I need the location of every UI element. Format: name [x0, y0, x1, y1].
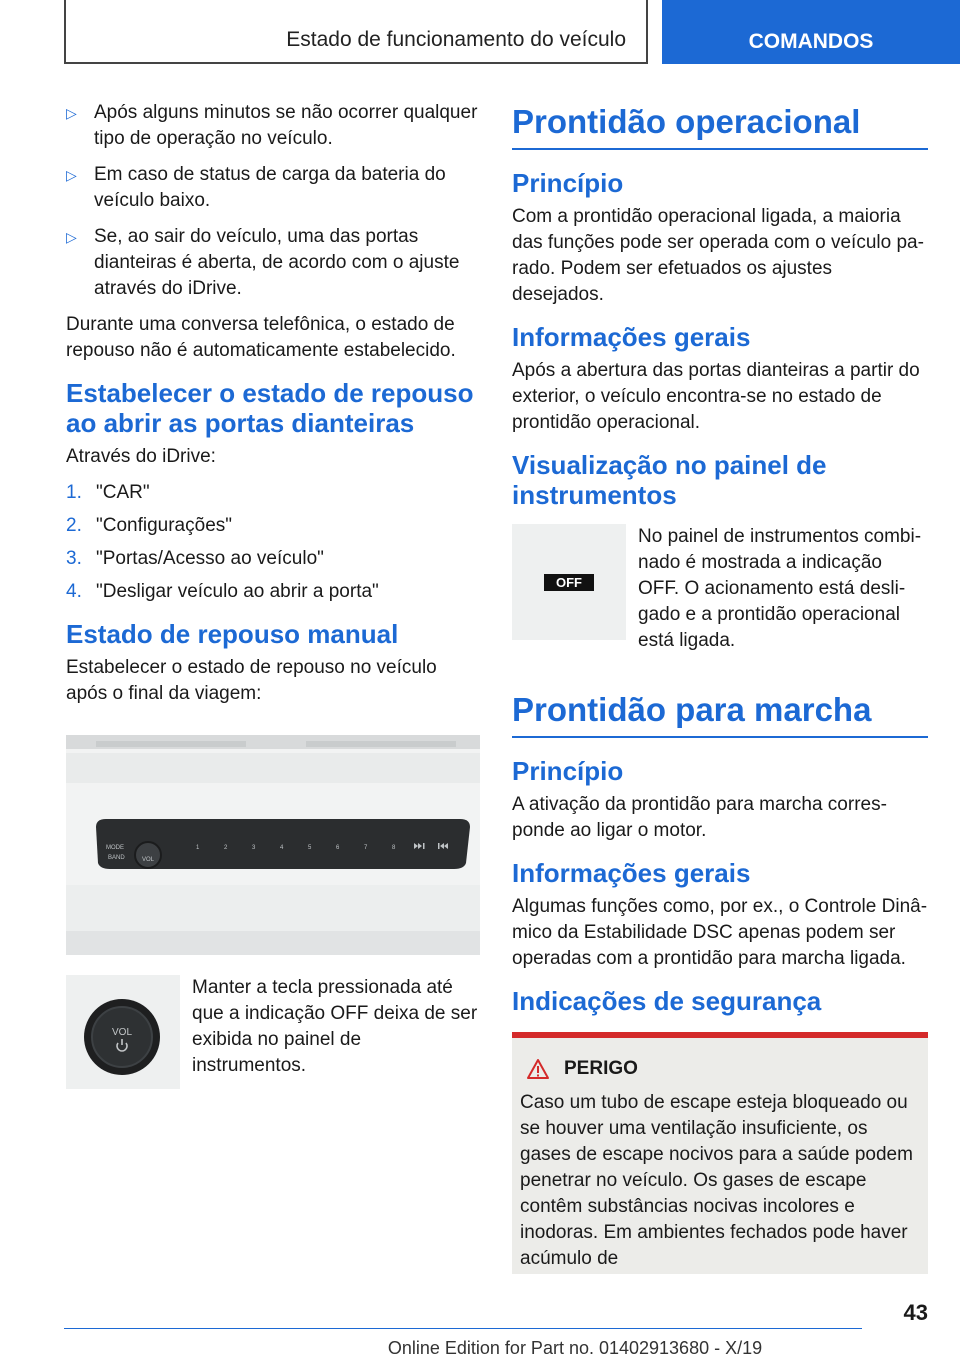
heading-general-info: Informações gerais: [512, 322, 751, 352]
manual-rest-text: Estabelecer o estado de repouso no veículo após o final da viagem:: [66, 657, 437, 704]
heading-instrument-display: Visualização no painel de instrumentos: [512, 450, 827, 510]
footer-edition: Online Edition for Part no. 01402913680 - X/19: [387, 1338, 763, 1358]
principle-text: Com a prontidão operacional ligada, a maioria das funções pode ser operada com o veículo parado. Podem ser efetuados os ajustes desejados.: [512, 206, 924, 305]
band-label: BAND: [108, 855, 125, 861]
list-item: ▷ Se, ao sair do veículo, uma das portas dianteiras é aberta, de acordo com o ajuste através do iDrive.: [66, 226, 460, 299]
audio-panel-image: [66, 735, 480, 955]
preset-4: 4: [280, 845, 284, 851]
list-item: 3. "Portas/Acesso ao veículo": [66, 548, 324, 569]
page-number: 43: [903, 1300, 928, 1325]
list-item: ▷ Em caso de status de carga da bateria do veículo baixo.: [66, 164, 446, 211]
danger-text: Caso um tubo de escape esteja bloqueado ou se houver uma ventilação insuficiente, os gases de escape nocivos para a saúde podem penetrar no veículo. Os gases de escape contêm substâncias nocivas incolores e inodoras. Em ambientes fechados pode haver acúmulo de: [520, 1092, 913, 1269]
vol-knob-illustration: [66, 975, 180, 1089]
danger-box: [512, 1032, 928, 1274]
list-item: 4. "Desligar veículo ao abrir a porta": [66, 581, 379, 602]
preset-2: 2: [224, 845, 228, 851]
right-column: [512, 100, 928, 1274]
preset-3: 3: [252, 845, 256, 851]
preset-7: 7: [364, 845, 368, 851]
heading-operational-readiness: Prontidão operacional: [512, 100, 928, 150]
off-indicator-image: [512, 524, 626, 640]
footer-rule: [64, 1328, 862, 1329]
mode-label: MODE: [106, 845, 124, 851]
hold-button-text: Manter a tecla pressionada até que a indicação OFF deixa de ser exibida no painel de instrumentos.: [192, 977, 478, 1076]
left-column: [66, 100, 480, 1089]
general-info-text: Algumas funções como, por ex., o Controle Dinâmico da Estabilidade DSC apenas podem ser operadas com a prontidão para marcha ligada.: [512, 896, 928, 969]
section-title: Estado de funcionamento do veículo: [286, 28, 626, 51]
preset-6: 6: [336, 845, 340, 851]
preset-1: 1: [196, 845, 200, 851]
warning-triangle-icon: [526, 1058, 550, 1080]
idrive-steps: [66, 480, 480, 605]
bullet-list: [66, 100, 480, 302]
vol-knob-row: [66, 975, 480, 1089]
audio-panel-illustration: [66, 735, 480, 955]
vol-knob-image: [66, 975, 180, 1089]
instrument-display-text: No painel de instrumentos combinado é mostrada a indicação OFF. O acionamento está desligado e a prontidão operacional está ligada.: [638, 526, 922, 651]
list-item: 1. "CAR": [66, 482, 150, 503]
heading-safety-notes: Indicações de segurança: [512, 986, 822, 1016]
chapter-tab[interactable]: COMANDOS: [662, 0, 960, 64]
via-idrive-label: Através do iDrive:: [66, 446, 216, 467]
preset-8: 8: [392, 845, 396, 851]
off-indicator-row: [512, 524, 928, 654]
off-indicator: OFF: [544, 574, 594, 591]
triangle-bullet-icon: ▷: [66, 229, 77, 245]
heading-manual-rest: Estado de repouso manual: [66, 619, 399, 649]
triangle-bullet-icon: ▷: [66, 167, 77, 183]
knob-vol-label: VOL: [112, 1027, 133, 1038]
heading-principle: Princípio: [512, 168, 624, 198]
list-item: ▷ Após alguns minutos se não ocorrer qualquer tipo de operação no veículo.: [66, 102, 478, 149]
principle-text: A ativação da prontidão para marcha corresponde ao ligar o motor.: [512, 794, 887, 841]
heading-doors-rest: Estabelecer o estado de repouso ao abrir as portas dianteiras: [66, 378, 474, 438]
heading-principle: Princípio: [512, 756, 624, 786]
header-frame: [64, 0, 648, 64]
danger-header: [520, 1058, 922, 1080]
triangle-bullet-icon: ▷: [66, 105, 77, 121]
heading-drive-readiness: Prontidão para marcha: [512, 688, 928, 738]
preset-5: 5: [308, 845, 312, 851]
list-item: 2. "Configurações": [66, 515, 233, 536]
vol-label: VOL: [142, 857, 155, 863]
phone-call-note: Durante uma conversa telefônica, o estado de repouso não é automaticamente estabelecido.: [66, 314, 456, 361]
danger-title: PERIGO: [564, 1058, 638, 1079]
heading-general-info: Informações gerais: [512, 858, 751, 888]
general-info-text: Após a abertura das portas dianteiras a partir do exterior, o veículo encontra-se no estado de prontidão operacional.: [512, 360, 920, 433]
